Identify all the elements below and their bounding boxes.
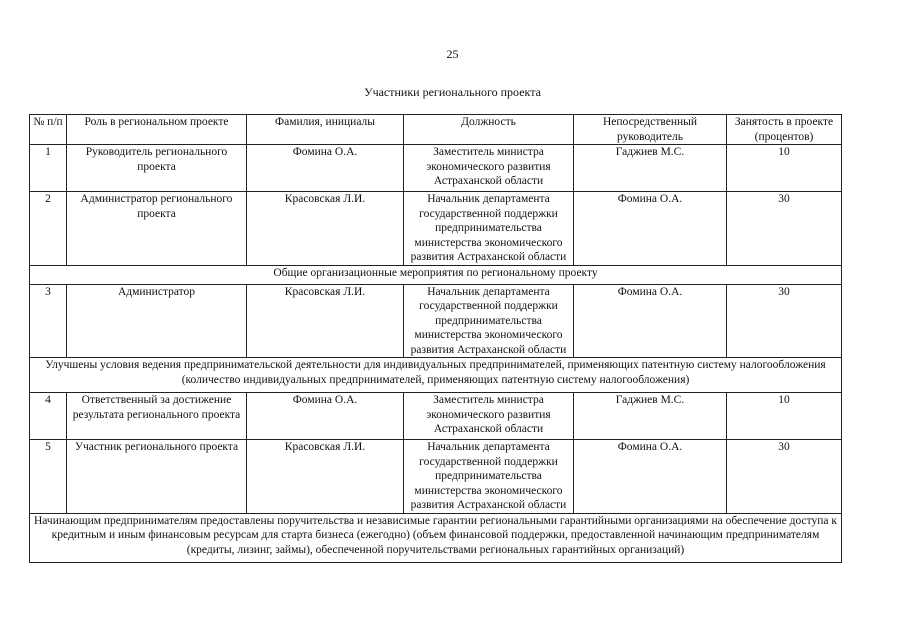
- section-row: [30, 513, 842, 562]
- cell-share: 30: [727, 440, 842, 514]
- page-number: 25: [446, 47, 459, 61]
- cell-manager: Фомина О.А.: [574, 192, 727, 266]
- column-header: Роль в региональном проекте: [67, 115, 247, 145]
- section-row: [30, 265, 842, 284]
- section-heading: Начинающим предпринимателям предоставлены поручительства и независимые гарантии региональными гарантийными организациями на обеспечение доступа к кредитным и иным финансовым ресурсам для старта бизнеса (ежегодно) (объем финансовой поддержки, предоставленной начинающим предпринимателям (кредиты, лизинг, займы), обеспеченной поручительствами региональных гарантийных организаций): [30, 513, 842, 562]
- cell-position: Начальник департамента государственной поддержки предпринимательства министерства экономического развития Астраханской области: [404, 440, 574, 514]
- cell-number: 3: [30, 284, 67, 358]
- column-header: Непосредственный руководитель: [574, 115, 727, 145]
- cell-number: 4: [30, 393, 67, 440]
- cell-role: Администратор: [67, 284, 247, 358]
- column-header: Занятость в проекте (процентов): [727, 115, 842, 145]
- cell-position: Начальник департамента государственной поддержки предпринимательства министерства экономического развития Астраханской области: [404, 284, 574, 358]
- cell-name: Фомина О.А.: [247, 393, 404, 440]
- table-row: [30, 440, 842, 514]
- table-row: [30, 284, 842, 358]
- cell-manager: Гаджиев М.С.: [574, 393, 727, 440]
- cell-number: 1: [30, 145, 67, 192]
- section-row: [30, 358, 842, 393]
- cell-number: 2: [30, 192, 67, 266]
- cell-share: 10: [727, 393, 842, 440]
- cell-manager: Фомина О.А.: [574, 284, 727, 358]
- document-title: Участники регионального проекта: [364, 85, 541, 99]
- column-header: № п/п: [30, 115, 67, 145]
- cell-position: Заместитель министра экономического развития Астраханской области: [404, 145, 574, 192]
- table-row: [30, 145, 842, 192]
- cell-manager: Фомина О.А.: [574, 440, 727, 514]
- cell-share: 30: [727, 284, 842, 358]
- cell-share: 10: [727, 145, 842, 192]
- cell-position: Заместитель министра экономического развития Астраханской области: [404, 393, 574, 440]
- section-heading: Улучшены условия ведения предпринимательской деятельности для индивидуальных предпринимателей, применяющих патентную систему налогообложения (количество индивидуальных предпринимателей, применяющих патентную систему налогообложения): [30, 358, 842, 393]
- cell-name: Фомина О.А.: [247, 145, 404, 192]
- cell-name: Красовская Л.И.: [247, 440, 404, 514]
- cell-position: Начальник департамента государственной поддержки предпринимательства министерства экономического развития Астраханской области: [404, 192, 574, 266]
- cell-share: 30: [727, 192, 842, 266]
- cell-number: 5: [30, 440, 67, 514]
- cell-manager: Гаджиев М.С.: [574, 145, 727, 192]
- participants-table: [29, 114, 842, 563]
- cell-role: Участник регионального проекта: [67, 440, 247, 514]
- table-row: [30, 192, 842, 266]
- column-header: Фамилия, инициалы: [247, 115, 404, 145]
- cell-name: Красовская Л.И.: [247, 192, 404, 266]
- column-header: Должность: [404, 115, 574, 145]
- table-row: [30, 393, 842, 440]
- cell-role: Ответственный за достижение результата регионального проекта: [67, 393, 247, 440]
- table-header-row: [30, 115, 842, 145]
- cell-name: Красовская Л.И.: [247, 284, 404, 358]
- section-heading: Общие организационные мероприятия по региональному проекту: [30, 265, 842, 284]
- cell-role: Руководитель регионального проекта: [67, 145, 247, 192]
- cell-role: Администратор регионального проекта: [67, 192, 247, 266]
